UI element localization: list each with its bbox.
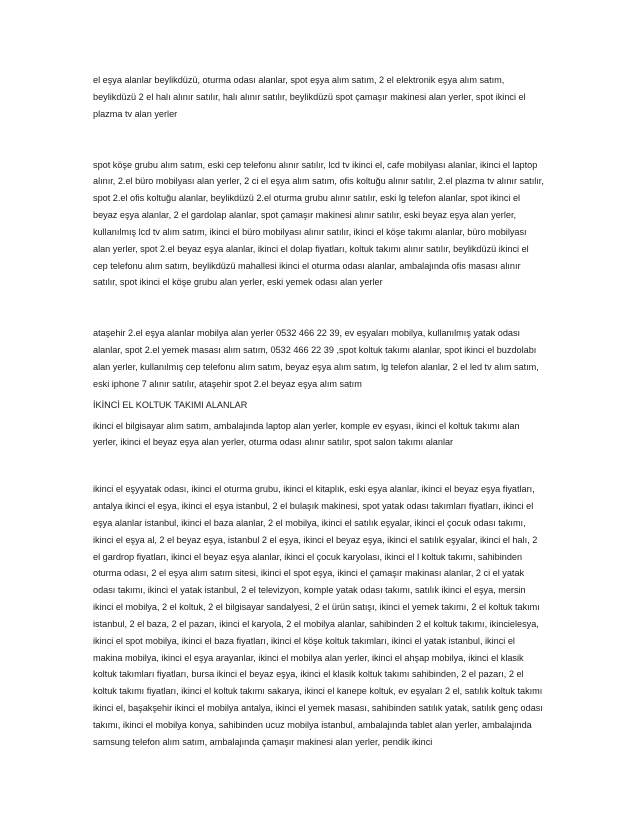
section-heading: İKİNCİ EL KOLTUK TAKIMI ALANLAR xyxy=(93,399,248,410)
paragraph-spacer xyxy=(93,123,545,157)
paragraph-5: ikinci el eşyyatak odası, ikinci el oturma grubu, ikinci el kitaplık, eski eşya alanlar, ikinci el beyaz eşya fiyatları, antalya ikinci el eşya, ikinci el eşya istanbul, 2 el bulaşık makinesi, spot yatak odası takımları fiyatları, ikinci el eşya alanlar istanbul, ikinci el baza alanlar, 2 el mobilya, ikinci el satılık eşyalar, ikinci el çocuk odası takımı, ikinci el eşya al, 2 el beyaz eşya, istanbul 2 el eşya, ikinci el beyaz eşya, ikinci el satılık eşyalar, ikinci el halı, 2 el gardrop fiyatları, ikinci el beyaz eşya alanlar, ikinci el çocuk karyolası, ikinci el l koltuk takımı, sahibinden oturma odası, 2 el eşya alım satım sitesi, ikinci el spot eşya, ikinci el çamaşır makinası alanlar, 2 ci el yatak odası takımı, ikinci el yatak istanbul, 2 el televizyon, komple yatak odası takımı, satılık ikinci el eşya, mersin ikinci el mobilya, 2 el koltuk, 2 el bilgisayar sandalyesi, 2 el ürün satışı, ikinci el yemek takımı, 2 el koltuk takımı istanbul, 2 el baza, 2 el pazarı, ikinci el karyola, 2 el mobilya alanlar, sahibinden 2 el koltuk takımı, ikincielesya, ikinci el spot mobilya, ikinci el baza fiyatları, ikinci el köşe koltuk takımları, ikinci el yatak istanbul, ikinci el makina mobilya, ikinci el eşya arayanlar, ikinci el mobilya alan yerler, ikinci el ahşap mobilya, ikinci el klasik koltuk takımları fiyatları, bursa ikinci el beyaz eşya, ikinci el klasik koltuk takımı sahibinden, 2 el pazarı, 2 el koltuk takımı fiyatları, ikinci el koltuk takımı sakarya, ikinci el kanepe koltuk, ev eşyaları 2 el, satılık koltuk takımı ikinci el, başakşehir ikinci el mobilya antalya, ikinci el yemek masası, sahibinden satılık yatak, satılık genç odası takımı, ikinci el mobilya konya, sahibinden ucuz mobilya istanbul, ambalajında tablet alan yerler, ambalajında samsung telefon alım satım, ambalajında çamaşır makinesi alan yerler, pendik ikinci xyxy=(93,484,543,747)
paragraph-2: spot köşe grubu alım satım, eski cep telefonu alınır satılır, lcd tv ikinci el, cafe mobilyası alanlar, ikinci el laptop alınır, 2.el büro mobilyası alan yerler, 2 ci el eşya alım satım, ofis koltuğu alınır satılır, 2.el plazma tv alınır satılır, spot 2.el ofis koltuğu alanlar, beylikdüzü 2.el oturma grubu alınır satılır, eski lg telefon alanlar, spot ikinci el beyaz eşya alanlar, 2 el gardolap alanlar, spot çamaşır makinesi alınır satılır, eski beyaz eşya alan yerler, kullanılmış lcd tv alım satım, ikinci el büro mobilyası alınır satılır, ikinci el köşe takımı alanlar, büro mobilyası alan yerler, spot 2.el beyaz eşya alanlar, ikinci el dolap fiyatları, koltuk takımı alınır satılır, beylikdüzü ikinci el cep telefonu alım satım, beylikdüzü mahallesi ikinci el oturma odası alanlar, ambalajında ofis masası alınır satılır, spot ikinci el köşe grubu alan yerler, eski yemek odası alan yerler xyxy=(93,159,544,288)
paragraph-1: el eşya alanlar beylikdüzü, oturma odası alanlar, spot eşya alım satım, 2 el elektronik eşya alım satım, beylikdüzü 2 el halı alınır satılır, halı alınır satılır, beylikdüzü spot çamaşır makinesi alan yerler, spot ikinci el plazma tv alan yerler xyxy=(93,75,526,119)
document-page xyxy=(93,72,545,751)
paragraph-3: ataşehir 2.el eşya alanlar mobilya alan yerler 0532 466 22 39, ev eşyaları mobilya, kullanılmış yatak odası alanlar, spot 2.el yemek masası alım satım, 0532 466 22 39 ,spot koltuk takımı alanlar, spot ikinci el buzdolabı alan yerler, kullanılmış cep telefonu alım satım, beyaz eşya alım satım, lg telefon alanlar, 2 el led tv alım satım, eski iphone 7 alınır satılır, ataşehir spot 2.el beyaz eşya alım satım xyxy=(93,328,539,389)
paragraph-4: ikinci el bilgisayar alım satım, ambalajında laptop alan yerler, komple ev eşyası, ikinci el koltuk takımı alan yerler, ikinci el beyaz eşya alan yerler, oturma odası alınır satılır, spot salon takımı alanlar xyxy=(93,420,520,448)
paragraph-spacer xyxy=(93,291,545,325)
paragraph-spacer xyxy=(93,451,545,481)
